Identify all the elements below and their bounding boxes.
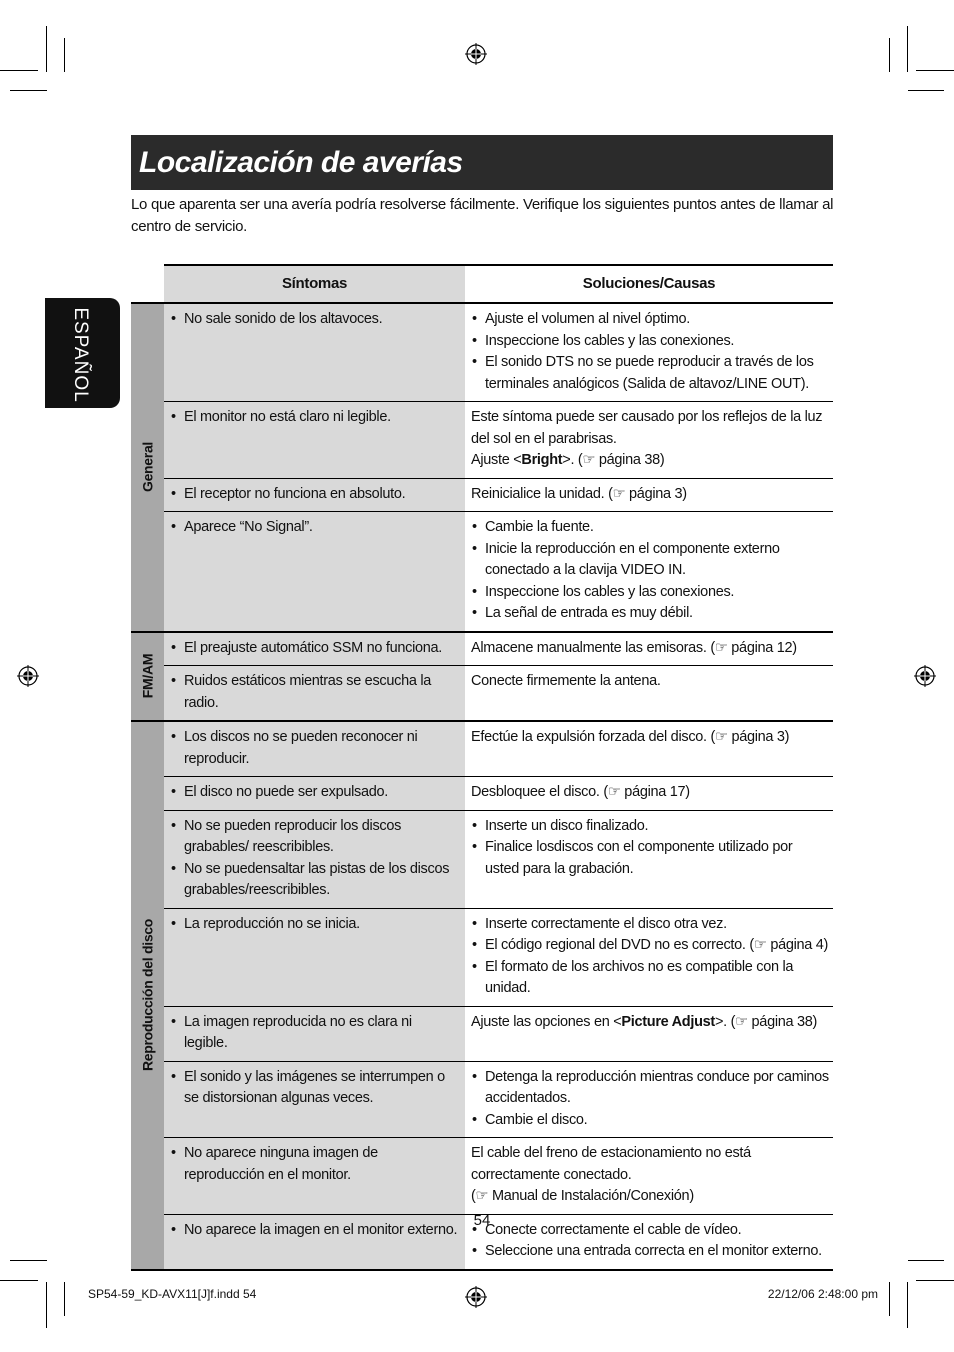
solution-text: (☞ Manual de Instalación/Conexión) (471, 1188, 694, 1204)
table-body (131, 303, 833, 1270)
crop-mark (889, 38, 890, 72)
solution-item: • Detenga la reproducción mientras conduce por caminos accidentados. (471, 1067, 829, 1110)
solution-item: • Inserte correctamente el disco otra vez. (471, 914, 829, 936)
solution-item: • Seleccione una entrada correcta en el monitor externo. (471, 1241, 829, 1263)
language-tab-label: ESPAÑOL (70, 307, 91, 403)
symptom-cell (164, 632, 465, 666)
symptom-item: • No se puedensaltar las pistas de los discos grabables/reescribibles. (170, 859, 459, 902)
registration-mark-icon (465, 1286, 487, 1308)
solution-text: Conecte firmemente la antena. (471, 673, 661, 689)
solution-item: • Inserte un disco finalizado. (471, 816, 829, 838)
solution-cell (465, 512, 833, 632)
table-row (131, 810, 833, 908)
intro-paragraph: Lo que aparenta ser una avería podría resolverse fácilmente. Verifique los siguientes puntos antes de llamar al centro de servicio. (131, 196, 834, 235)
table-row (131, 402, 833, 479)
category-cell (131, 632, 164, 722)
solution-item: • Finalice losdiscos con el componente utilizado por usted para la grabación. (471, 837, 829, 880)
table-row (131, 303, 833, 402)
symptom-item: • No aparece ninguna imagen de reproducción en el monitor. (170, 1143, 459, 1186)
symptom-cell (164, 666, 465, 722)
symptom-item: • Los discos no se pueden reconocer ni reproducir. (170, 727, 459, 770)
symptom-item: • El receptor no funciona en absoluto. (170, 484, 459, 506)
crop-mark (907, 26, 908, 72)
crop-mark (916, 1280, 954, 1281)
solution-cell (465, 1061, 833, 1138)
language-tab (45, 298, 120, 408)
table-row (131, 632, 833, 666)
solution-item: • La señal de entrada es muy débil. (471, 603, 829, 625)
page-title: Localización de averías (131, 135, 833, 190)
solution-text: Reinicialice la unidad. (☞ página 3) (471, 485, 687, 502)
symptom-cell (164, 1061, 465, 1138)
crop-mark (908, 1260, 944, 1261)
solution-cell (465, 402, 833, 479)
symptom-item: • No se pueden reproducir los discos grabables/ reescribibles. (170, 816, 459, 859)
solution-cell (465, 1006, 833, 1061)
solution-text: El cable del freno de estacionamiento no está correctamente conectado. (471, 1145, 751, 1183)
crop-mark (889, 1282, 890, 1316)
symptom-cell (164, 721, 465, 777)
symptom-item: • Aparece “No Signal”. (170, 517, 459, 539)
solution-cell (465, 777, 833, 811)
solution-text: Este síntoma puede ser causado por los reflejos de la luz del sol en el parabrisas. (471, 409, 823, 447)
solution-item: • Ajuste el volumen al nivel óptimo. (471, 309, 829, 331)
solution-cell (465, 721, 833, 777)
solution-cell (465, 303, 833, 402)
table-row (131, 1006, 833, 1061)
symptom-item: • El disco no puede ser expulsado. (170, 782, 459, 804)
solution-cell (465, 1138, 833, 1215)
symptom-cell (164, 810, 465, 908)
symptom-cell (164, 1138, 465, 1215)
header-solutions: Soluciones/Causas (465, 265, 833, 303)
solution-text: Desbloquee el disco. (☞ página 17) (471, 784, 690, 800)
solution-item: • Conecte correctamente el cable de vídeo. (471, 1220, 829, 1242)
category-label: General (138, 442, 155, 493)
table-row (131, 1061, 833, 1138)
solution-cell (465, 478, 833, 512)
solution-item: • Inspeccione los cables y las conexiones. (471, 331, 829, 353)
header-spacer (131, 265, 164, 303)
footer-file: SP54-59_KD-AVX11[J]f.indd 54 (88, 1287, 257, 1301)
symptom-item: • Ruidos estáticos mientras se escucha la radio. (170, 671, 459, 714)
symptom-cell (164, 777, 465, 811)
symptom-item: • El preajuste automático SSM no funciona. (170, 638, 459, 660)
symptom-cell (164, 402, 465, 479)
crop-mark (916, 70, 954, 71)
solution-item: • Cambie la fuente. (471, 517, 829, 539)
category-cell (131, 303, 164, 632)
crop-mark (64, 38, 65, 72)
solution-text: Efectúe la expulsión forzada del disco. (☞ página 3) (471, 729, 790, 745)
troubleshooting-table (131, 264, 833, 1271)
solution-cell (465, 810, 833, 908)
category-label: Reproducción del disco (138, 919, 155, 1072)
solution-item: • Cambie el disco. (471, 1110, 829, 1132)
symptom-item: • No sale sonido de los altavoces. (170, 309, 459, 331)
symptom-cell (164, 478, 465, 512)
symptom-item: • No aparece la imagen en el monitor externo. (170, 1220, 459, 1242)
solution-text: Almacene manualmente las emisoras. (☞ página 12) (471, 639, 797, 656)
crop-mark (907, 1282, 908, 1328)
table-header-row (131, 265, 833, 303)
registration-mark-icon (465, 43, 487, 65)
crop-mark (46, 1282, 47, 1328)
category-label: FM/AM (138, 654, 155, 699)
solution-text: Ajuste las opciones en <Picture Adjust>. (☞ página 38) (471, 1013, 818, 1030)
symptom-item: • El sonido y las imágenes se interrumpen o se distorsionan algunas veces. (170, 1067, 459, 1110)
solution-item: • El código regional del DVD no es correcto. (☞ página 4) (471, 935, 829, 957)
solution-cell (465, 666, 833, 722)
solution-cell (465, 632, 833, 666)
crop-mark (64, 1282, 65, 1316)
solution-text: Ajuste <Bright>. (☞ página 38) (471, 452, 665, 468)
footer-timestamp: 22/12/06 2:48:00 pm (767, 1287, 878, 1301)
table-row (131, 777, 833, 811)
table-row (131, 666, 833, 722)
table-row (131, 908, 833, 1006)
crop-mark (10, 1260, 47, 1261)
category-cell (131, 721, 164, 1270)
solution-item: • Inicie la reproducción en el componente externo conectado a la clavija VIDEO IN. (471, 539, 829, 582)
symptom-item: • El monitor no está claro ni legible. (170, 407, 459, 429)
table-row (131, 721, 833, 777)
solution-item: • Inspeccione los cables y las conexiones. (471, 582, 829, 604)
table-row (131, 1138, 833, 1215)
solution-item: • El formato de los archivos no es compatible con la unidad. (471, 957, 829, 1000)
crop-mark (0, 70, 38, 71)
crop-mark (908, 90, 944, 91)
header-symptoms: Síntomas (164, 265, 465, 303)
symptom-item: • La imagen reproducida no es clara ni legible. (170, 1012, 459, 1055)
table-row (131, 478, 833, 512)
solution-cell (465, 908, 833, 1006)
crop-mark (46, 26, 47, 72)
registration-mark-icon (914, 665, 936, 687)
solution-item: • El sonido DTS no se puede reproducir a través de los terminales analógicos (Salida de altavoz/LINE OUT). (471, 352, 829, 395)
crop-mark (10, 90, 47, 91)
symptom-cell (164, 303, 465, 402)
table-row (131, 512, 833, 632)
symptom-cell (164, 1006, 465, 1061)
crop-mark (0, 1280, 38, 1281)
page-number: 54 (473, 1212, 491, 1229)
registration-mark-icon (17, 665, 39, 687)
symptom-item: • La reproducción no se inicia. (170, 914, 459, 936)
symptom-cell (164, 908, 465, 1006)
symptom-cell (164, 512, 465, 632)
